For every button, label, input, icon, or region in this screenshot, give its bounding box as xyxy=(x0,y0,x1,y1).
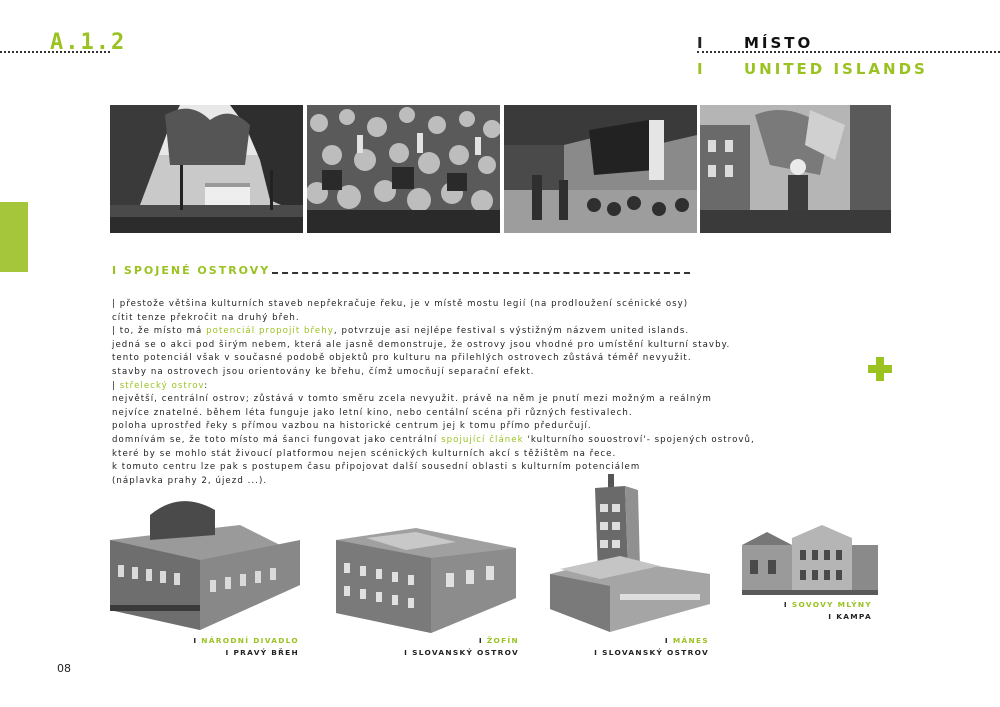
photo-crowd xyxy=(307,105,500,233)
caption-sovovy-mlyny-location: I KAMPA xyxy=(828,612,872,621)
side-tab-marker xyxy=(0,202,28,272)
highlight-strelecky-ostrov: střelecký ostrov xyxy=(119,380,205,391)
caption-manes: I MÁNES xyxy=(664,636,709,645)
photo-festival-stage-park xyxy=(110,105,303,233)
text-line: tento potenciál však v současné podobě objektů pro kulturu na přilehlých ostrovech zůstává téměř nevyužit. xyxy=(112,353,692,364)
section-code: A.1.2 xyxy=(50,30,127,55)
text-line: největší, centrální ostrov; zůstává v tomto směru zcela nevyužit. právě na něm je pnutí mezi možným a reálným xyxy=(112,394,712,405)
text-line: stavby na ostrovech jsou orientovány ke břehu, čímž umocňují separační efekt. xyxy=(112,366,535,377)
header-subtitle: UNITED ISLANDS xyxy=(744,60,928,78)
body-text xyxy=(112,298,857,488)
photo-street-performer xyxy=(700,105,891,233)
plus-icon xyxy=(868,357,892,381)
text-line: (náplavka prahy 2, újezd ...). xyxy=(112,475,268,486)
section-title: I SPOJENÉ OSTROVY xyxy=(112,264,271,277)
text-line: | to, že místo má potenciál propojit břehy, potvrzuje asi nejlépe festival s výstižným názvem united islands. xyxy=(112,326,690,337)
caption-zofin-location: I SLOVANSKÝ OSTROV xyxy=(404,648,519,657)
section-dashed-line xyxy=(272,272,690,274)
text-line: nejvíce znatelné. během léta funguje jako letní kino, nebo centální scéna při různých festivalech. xyxy=(112,407,633,418)
highlight-spojujici-clanek: spojující článek xyxy=(441,434,524,445)
text-line: jedná se o akci pod širým nebem, která ale jasně demonstruje, že ostrovy jsou vhodné pro umístění kulturní stavby. xyxy=(112,339,731,350)
header-bar-1: I xyxy=(697,34,706,52)
building-sovovy-mlyny-image xyxy=(742,520,878,598)
dotted-divider-left xyxy=(0,51,110,53)
text-line: které by se mohlo stát živoucí platformou nejen scénických kulturních akcí s těžištěm na řece. xyxy=(112,448,617,459)
building-zofin-image xyxy=(336,528,518,634)
dotted-divider-right xyxy=(697,51,1000,53)
header-bar-2: I xyxy=(697,60,706,78)
text-line: k tomuto centru lze pak s postupem času připojovat další sousední oblasti s kulturním potenciálem xyxy=(112,462,641,473)
text-line: poloha uprostřed řeky s přímou vazbou na historické centrum jej k tomu přímo předurčují. xyxy=(112,421,592,432)
highlight-potencial: potenciál propojit břehy xyxy=(206,326,334,337)
caption-sovovy-mlyny: I SOVOVY MLÝNY xyxy=(783,600,872,609)
text-line: | přestože většina kulturních staveb nepřekračuje řeku, je v místě mostu legií (na prodloužení scénické osy) xyxy=(112,299,689,309)
building-manes-image xyxy=(550,474,712,634)
caption-narodni-divadlo-location: I PRAVÝ BŘEH xyxy=(225,648,299,657)
header-title: MÍSTO xyxy=(744,34,814,52)
building-narodni-divadlo-image xyxy=(110,485,305,633)
page-number: 08 xyxy=(57,662,71,675)
caption-manes-location: I SLOVANSKÝ OSTROV xyxy=(594,648,709,657)
photo-outdoor-stage xyxy=(504,105,697,233)
caption-zofin: I ŽOFÍN xyxy=(478,636,519,645)
text-line: domnívám se, že toto místo má šanci fungovat jako centrální spojující článek 'kulturního souostroví'- spojených ostrovů, xyxy=(112,434,755,445)
text-line: | střelecký ostrov: xyxy=(112,380,209,391)
text-line: cítit tenze překročit na druhý břeh. xyxy=(112,312,300,323)
caption-narodni-divadlo: I NÁRODNÍ DIVADLO xyxy=(193,636,299,645)
